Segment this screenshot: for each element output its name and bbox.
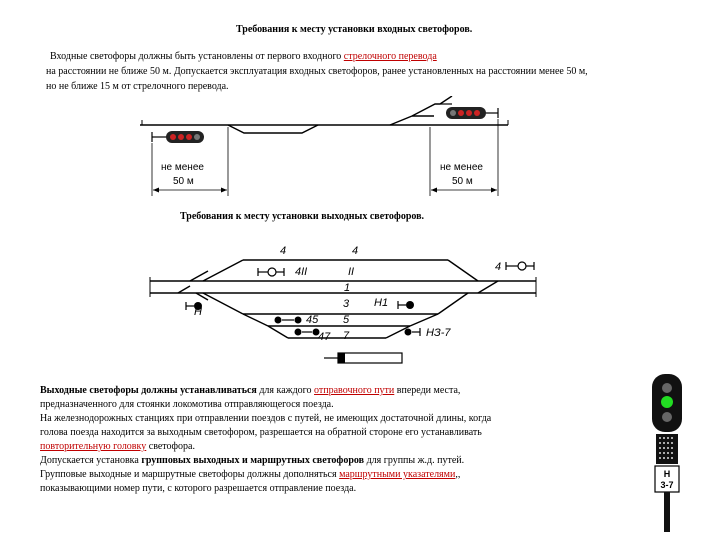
signal-lamp-top: [662, 383, 672, 393]
label-sig-47: 47: [318, 331, 331, 343]
exit-text-7c: ,,: [455, 469, 461, 480]
exit-text-line-5: [40, 440, 195, 454]
signal-mast: [664, 492, 670, 532]
track-3-left: [203, 293, 243, 314]
entry-text-line-2: на расстоянии не ближе 50 м. Допускается эксплуатация входных светофоров, ранее установленных на расстоянии менее 50 м,: [46, 66, 588, 77]
label-sig-H: H: [194, 306, 202, 318]
exit-text-6a: Допускается установка: [40, 455, 142, 466]
lower-siding: [228, 125, 318, 133]
label-sig-45: 45: [306, 314, 319, 326]
exit-text-line-4: голова поезда находится за выходным светофором, разрешается на обратной стороне его устанавливать: [40, 427, 482, 438]
label-sig-4-right: 4: [495, 261, 502, 273]
label-track-II: II: [348, 266, 355, 278]
exit-text-1c: впереди места,: [394, 385, 461, 396]
label-track-5: 5: [343, 314, 350, 326]
train-block: [324, 353, 402, 363]
plate-line-1: H: [663, 469, 671, 479]
exit-signal-45: [275, 317, 302, 324]
repeater-head-link[interactable]: повторительную головку: [40, 441, 147, 452]
exit-text-1a: для каждого: [256, 385, 315, 396]
exit-text-line-1: [40, 384, 460, 398]
upper-siding: [390, 96, 452, 125]
signal-lamp-green: [661, 396, 673, 408]
entry-signal-diagram: [140, 96, 520, 208]
entry-signal-left: [152, 131, 204, 143]
label-track-4: 4: [352, 245, 359, 257]
switch-link[interactable]: стрелочного перевода: [343, 51, 437, 62]
label-track-7: 7: [343, 330, 350, 342]
exit-text-line-6: [40, 454, 464, 468]
route-indicator-link[interactable]: маршрутными указателями: [339, 469, 456, 480]
label-track-1: 1: [344, 282, 351, 294]
signal-lamp-bottom: [662, 412, 672, 422]
exit-signal-diagram: [148, 240, 538, 378]
entry-signal-right: [446, 107, 498, 119]
exit-text-line-7: [40, 468, 460, 482]
right-dim-label-1: не менее: [440, 162, 483, 173]
exit-signal-47: [295, 329, 320, 336]
label-sig-H1: H1: [374, 297, 389, 309]
entry-text-1a: Входные светофоры должны быть установлены от первого входного: [50, 51, 344, 62]
exit-title: Требования к месту установки выходных светофоров.: [180, 211, 425, 222]
exit-signal-4-right: [506, 262, 534, 270]
entry-title: Требования к месту установки входных светофоров.: [236, 24, 473, 35]
label-sig-HZ7: HЗ-7: [426, 327, 451, 339]
exit-signal-H1: [398, 301, 414, 309]
exit-text-6c: для группы ж.д. путей.: [364, 455, 465, 466]
left-dim-label-2: 50 м: [173, 176, 194, 187]
label-track-3: 3: [343, 298, 350, 310]
exit-text-6b: групповых выходных и маршрутных светофоров: [141, 455, 365, 466]
exit-text-line-3: На железнодорожных станциях при отправлении поездов с путей, не имеющих достаточной длины, когда: [40, 413, 492, 424]
exit-text-7a: Групповые выходные и маршрутные светофоры должны дополняться: [40, 469, 340, 480]
exit-signal-4: [258, 268, 284, 276]
exit-signal-illustration: [650, 372, 684, 532]
departure-track-link[interactable]: отправочного пути: [314, 385, 395, 396]
plate-line-2: 3-7: [660, 480, 674, 490]
exit-text-5: светофора.: [146, 441, 195, 452]
exit-signal-HZ7: [405, 328, 421, 336]
exit-text-line-2: предназначенного для стоянки локомотива отправляющегося поезда.: [40, 399, 334, 410]
left-dim-label-1: не менее: [161, 162, 204, 173]
right-dim-label-2: 50 м: [452, 176, 473, 187]
entry-text-line-1: [50, 50, 437, 64]
exit-text-line-8: показывающими номер пути, с которого разрешается отправление поезда.: [40, 483, 357, 494]
entry-text-line-3: но не ближе 15 м от стрелочного перевода.: [46, 81, 229, 92]
label-sig-4: 4: [280, 245, 287, 257]
label-sig-4II: 4II: [295, 266, 308, 278]
exit-text-1b: Выходные светофоры должны устанавливаться: [40, 385, 257, 396]
